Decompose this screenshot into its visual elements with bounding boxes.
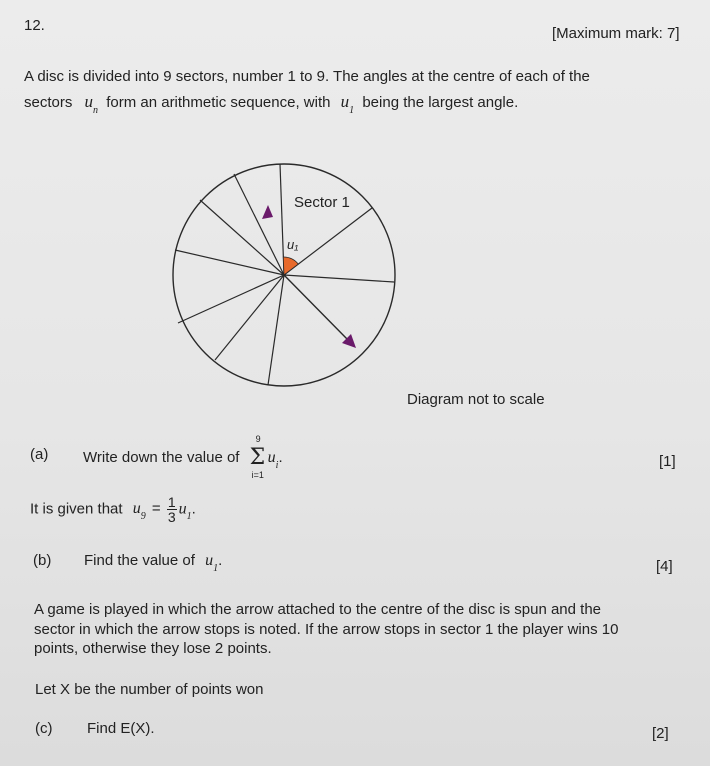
divider-line — [178, 275, 284, 323]
part-a-marks: [1] — [659, 453, 676, 470]
part-c-marks: [2] — [652, 725, 669, 742]
game-line-1: A game is played in which the arrow attached to the centre of the disc is spun and the — [34, 601, 602, 618]
subscript-9: 9 — [140, 511, 146, 523]
intro-largest-text: being the largest angle. — [362, 94, 519, 111]
question-number: 12. — [24, 17, 45, 34]
u-variable: u — [178, 500, 187, 518]
part-a-dot: . — [278, 448, 283, 466]
u-variable: u — [84, 92, 94, 111]
part-b-dot: . — [218, 552, 223, 569]
equals-sign: = — [151, 500, 161, 518]
subscript-1: 1 — [186, 511, 192, 523]
sector-1-label: Sector 1 — [294, 194, 350, 211]
divider-line — [175, 250, 284, 275]
part-a-text: Write down the value of — [83, 448, 240, 466]
part-b-marks: [4] — [656, 558, 673, 575]
intro-line-2 — [24, 92, 519, 116]
u-variable: u — [267, 448, 276, 466]
divider-line — [284, 275, 394, 282]
part-c-label: (c) — [35, 720, 53, 737]
angle-label-u1: u₁ — [287, 237, 299, 252]
given-text: It is given that — [30, 500, 123, 518]
summation-icon — [249, 434, 268, 480]
u-variable: u — [132, 500, 141, 518]
part-b-prompt — [84, 552, 223, 574]
game-line-2: sector in which the arrow stops is noted. If the arrow stops in sector 1 the player wins 10 — [34, 621, 619, 638]
part-b-text: Find the value of — [84, 552, 195, 569]
part-a-prompt — [83, 434, 283, 480]
intro-form-text: form an arithmetic sequence, with — [106, 94, 331, 111]
sigma-symbol: Σ — [249, 445, 266, 470]
disc-diagram — [150, 150, 410, 395]
subscript-n: n — [93, 105, 99, 116]
u-variable: u — [205, 552, 214, 569]
subscript-1: 1 — [213, 563, 219, 574]
divider-line — [200, 200, 284, 275]
angle-u1-marker — [283, 257, 298, 275]
let-x-statement: Let X be the number of points won — [35, 681, 264, 698]
part-a-label: (a) — [30, 446, 49, 463]
fraction-denominator: 3 — [167, 509, 176, 525]
part-b-label: (b) — [33, 552, 52, 569]
fraction-one-third — [167, 495, 177, 524]
part-c-text: Find E(X). — [87, 720, 155, 737]
divider-line — [234, 174, 284, 275]
arrow-shaft — [284, 275, 349, 341]
intro-sectors-text: sectors — [24, 94, 73, 111]
fraction-numerator: 1 — [167, 494, 176, 510]
u-variable: u — [340, 92, 350, 111]
subscript-i: i — [275, 459, 279, 471]
sum-upper-limit: 9 — [255, 434, 261, 444]
maximum-mark: [Maximum mark: 7] — [552, 25, 680, 42]
diagram-note: Diagram not to scale — [407, 391, 545, 408]
sum-lower-limit: i=1 — [251, 470, 264, 480]
game-line-3: points, otherwise they lose 2 points. — [34, 640, 272, 657]
subscript-1: 1 — [349, 105, 355, 116]
arrow-tail-icon — [262, 205, 273, 219]
given-dot: . — [191, 500, 196, 518]
intro-line-1: A disc is divided into 9 sectors, number 1 to 9. The angles at the centre of each of the — [24, 68, 590, 85]
given-statement — [30, 495, 196, 524]
